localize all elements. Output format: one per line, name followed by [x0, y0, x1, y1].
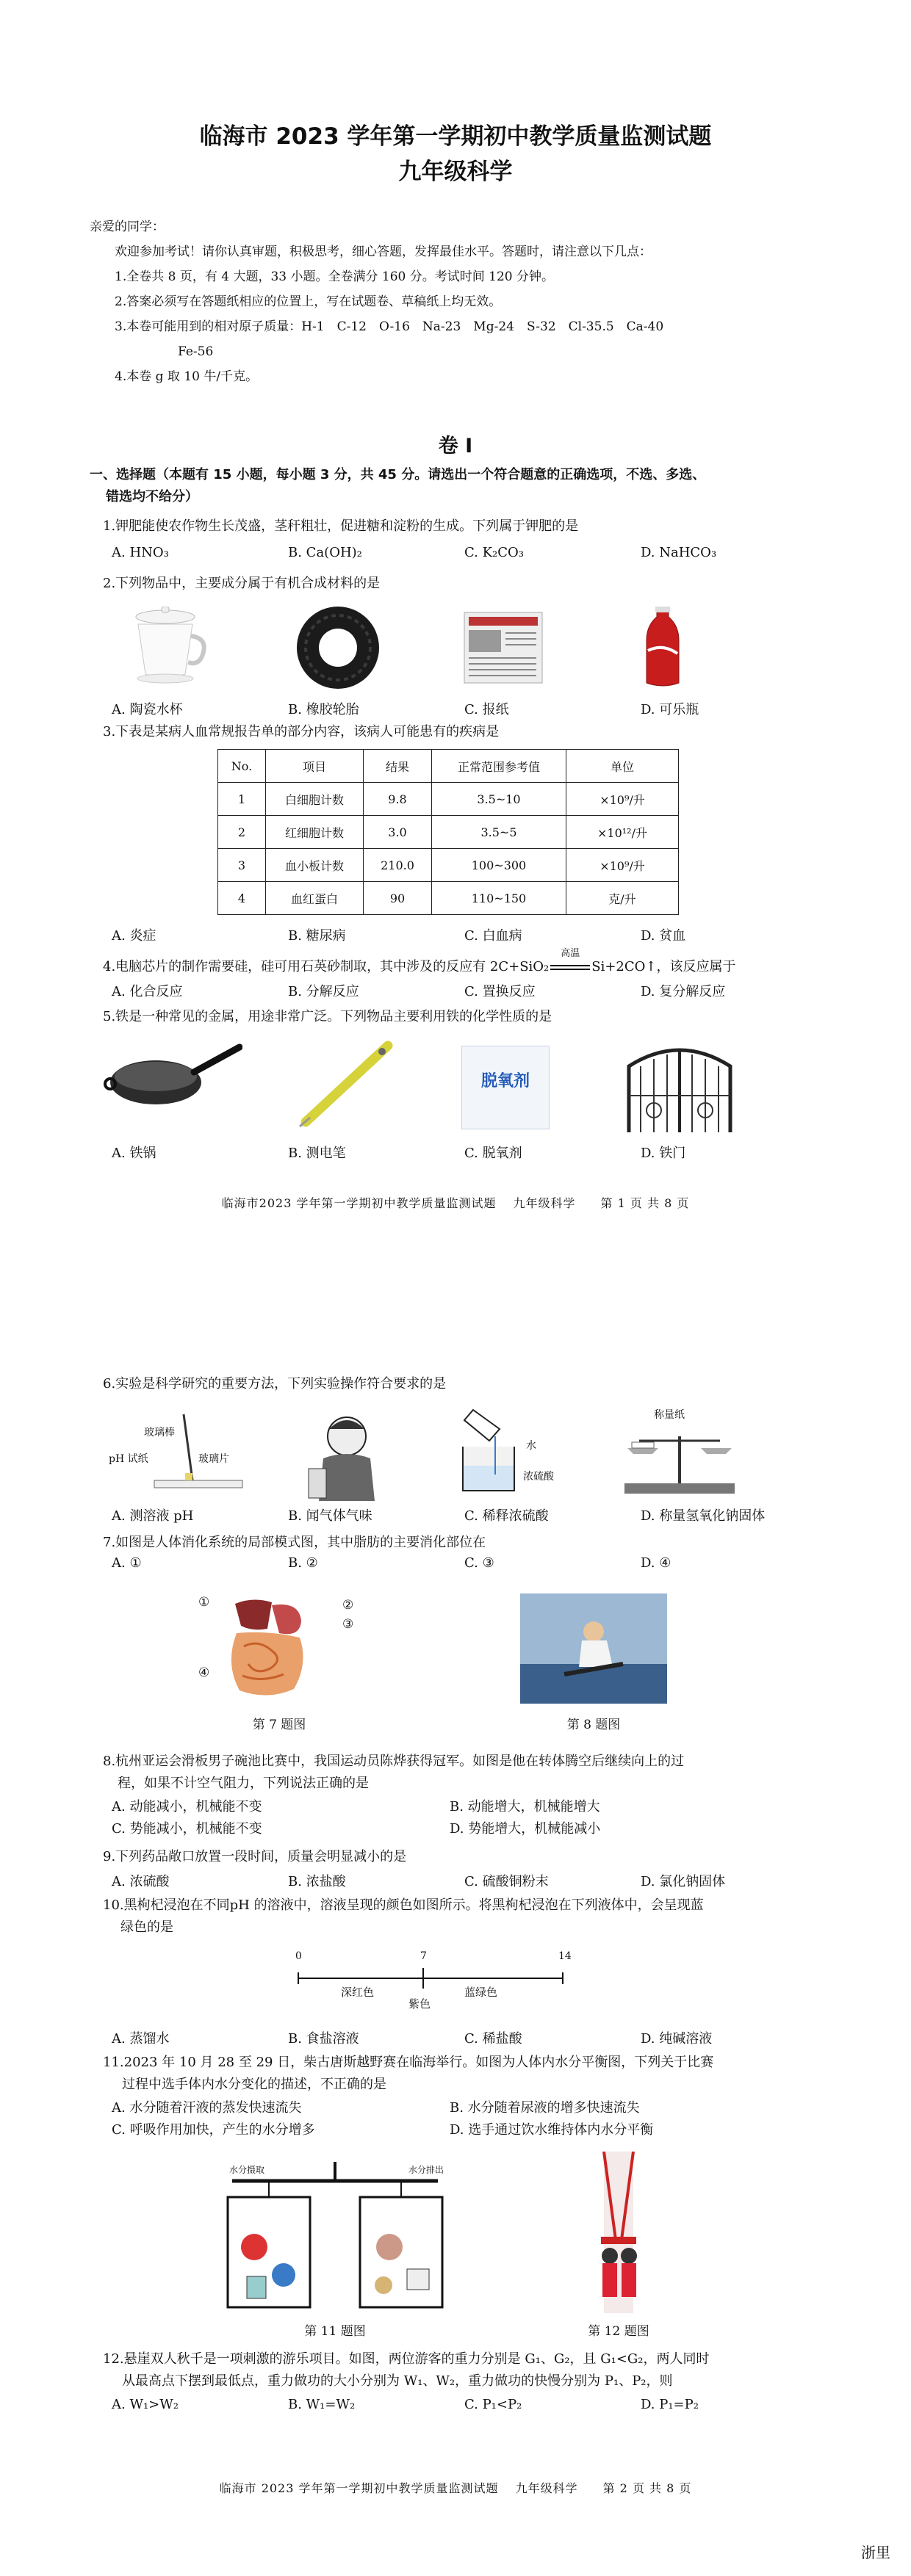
option-d[interactable]: D. ④ — [641, 1555, 671, 1571]
option-a[interactable]: A. 炎症 — [112, 928, 156, 944]
rubber-tire-image — [294, 604, 382, 692]
skateboard-photo — [520, 1593, 667, 1704]
q4-stem-start: 4.电脑芯片的制作需要硅，硅可用石英砂制取，其中涉及的反应有 2C+SiO₂ — [103, 959, 550, 974]
cell: ×10⁹/升 — [566, 783, 679, 816]
page-2 — [0, 1358, 911, 2576]
question-7: 7.如图是人体消化系统的局部模式图，其中脂肪的主要消化部位在 — [103, 1535, 486, 1550]
corner-watermark-text: 浙里 — [861, 2544, 890, 2561]
figure-7-caption: 第 7 题图 — [252, 1718, 306, 1732]
option-d[interactable]: D. 铁门 — [641, 1146, 686, 1161]
instruction-line: 欢迎参加考试！请你认真审题，积极思考，细心答题，发挥最佳水平。答题时，请注意以下几点： — [115, 245, 652, 259]
q11-stem-line: 11.2023 年 10 月 28 至 29 日，柴古唐斯越野赛在临海举行。如图为人体内水分平衡图，下列关于比赛 — [103, 2055, 714, 2070]
option-b[interactable]: B. ② — [288, 1555, 318, 1571]
option-d[interactable]: D. 贫血 — [641, 928, 686, 944]
deoxidizer-image — [461, 1046, 550, 1129]
label-weigh-paper: 称量纸 — [654, 1409, 685, 1421]
test-pencil-image — [292, 1040, 395, 1128]
q3-options — [112, 925, 817, 944]
instruction-line: 4.本卷 g 取 10 牛/千克。 — [115, 369, 259, 384]
question-6: 6.实验是科学研究的重要方法，下列实验操作符合要求的是 — [103, 1376, 447, 1392]
question-10 — [103, 1895, 823, 1939]
exam-title: 临海市 2023 学年第一学期初中教学质量监测试题 — [199, 123, 712, 150]
q8-options — [112, 1796, 817, 1840]
scale-min: 0 — [295, 1950, 302, 1962]
option-d[interactable]: D. 势能增大，机械能减小 — [450, 1821, 601, 1837]
option-a[interactable]: A. 蒸馏水 — [112, 2031, 170, 2047]
option-b[interactable]: B. 分解反应 — [288, 984, 359, 999]
question-1: 1.钾肥能使农作物生长茂盛，茎秆粗壮，促进糖和淀粉的生成。下列属于钾肥的是 — [103, 518, 579, 534]
cell: ×10¹²/升 — [566, 816, 679, 849]
section-heading — [90, 464, 824, 508]
cola-bottle-image — [641, 607, 685, 689]
cell: 210.0 — [364, 849, 432, 882]
smell-gas-image — [294, 1407, 382, 1502]
option-c[interactable]: C. P₁<P₂ — [464, 2397, 522, 2412]
option-b[interactable]: B. 浓盐酸 — [288, 1874, 346, 1889]
instruction-line: 3.本卷可能用到的相对原子质量：H-1 C-12 O-16 Na-23 Mg-24 S-32 Cl-35.5 Ca-40 — [115, 319, 664, 334]
question-12 — [103, 2348, 823, 2392]
option-d[interactable]: D. 氯化钠固体 — [641, 1874, 726, 1889]
scale-mid-label: 紫色 — [408, 1997, 431, 2011]
option-a[interactable]: A. HNO₃ — [112, 545, 169, 560]
q4-stem-end: Si+2CO↑，该反应属于 — [591, 959, 736, 974]
option-b[interactable]: B. W₁=W₂ — [288, 2397, 356, 2412]
option-c[interactable]: C. K₂CO₃ — [464, 545, 524, 560]
scale-mid: 7 — [420, 1950, 427, 1962]
option-a[interactable]: A. 化合反应 — [112, 984, 183, 999]
balance-right-label: 水分排出 — [408, 2165, 444, 2175]
q7-options — [112, 1555, 817, 1571]
q2-options — [112, 699, 817, 718]
label-conc-acid: 浓硫酸 — [523, 1471, 554, 1483]
cell: 3.0 — [364, 816, 432, 849]
reaction-arrow — [550, 965, 590, 970]
question-2: 2.下列物品中，主要成分属于有机合成材料的是 — [103, 576, 381, 591]
scale-right-label: 蓝绿色 — [464, 1986, 498, 1999]
page-footer: 临海市2023 学年第一学期初中教学质量监测试题 九年级科学 第 1 页 共 8 页 — [221, 1196, 690, 1210]
col-header: 正常范围参考值 — [432, 750, 566, 783]
col-header: No. — [218, 750, 266, 783]
label-water: 水 — [526, 1440, 536, 1452]
cell: 2 — [218, 816, 266, 849]
option-d[interactable]: D. 纯碱溶液 — [641, 2031, 713, 2047]
q9-options — [112, 1871, 817, 1890]
col-header: 结果 — [364, 750, 432, 783]
balance-left-label: 水分摄取 — [229, 2165, 265, 2175]
page-footer: 临海市 2023 学年第一学期初中教学质量监测试题 九年级科学 第 2 页 共 8 页 — [219, 2481, 692, 2495]
table-row — [218, 882, 679, 915]
cell: ×10⁹/升 — [566, 849, 679, 882]
cell: 1 — [218, 783, 266, 816]
cell: 克/升 — [566, 882, 679, 915]
ceramic-cup-image — [125, 607, 213, 687]
option-c[interactable]: C. 稀盐酸 — [464, 2031, 522, 2047]
option-d[interactable]: D. 称量氢氧化钠固体 — [641, 1508, 766, 1524]
cell: 100~300 — [432, 849, 566, 882]
q8-stem-line: 8.杭州亚运会滑板男子碗池比赛中，我国运动员陈烨获得冠军。如图是他在转体腾空后继续向上的过 — [103, 1754, 685, 1769]
marker-3: ③ — [342, 1617, 354, 1632]
q8-stem-line: 程，如果不计空气阻力，下列说法正确的是 — [118, 1776, 369, 1791]
cell: 血小板计数 — [266, 849, 364, 882]
marker-1: ① — [198, 1595, 210, 1610]
option-a[interactable]: A. 铁锅 — [112, 1146, 156, 1161]
water-balance-image — [217, 2159, 453, 2313]
iron-gate-image — [624, 1037, 735, 1134]
option-b[interactable]: B. 测电笔 — [288, 1146, 346, 1161]
reaction-condition: 高温 — [561, 948, 580, 959]
digestive-system-image — [191, 1593, 338, 1704]
option-c[interactable]: C. ③ — [464, 1555, 494, 1571]
question-8 — [103, 1751, 823, 1795]
table-header-row — [218, 750, 679, 783]
option-c[interactable]: C. 脱氧剂 — [464, 1146, 522, 1161]
q12-stem-line: 12.悬崖双人秋千是一项刺激的游乐项目。如图，两位游客的重力分别是 G₁、G₂，且 G₁<G₂，两人同时 — [103, 2351, 710, 2367]
q10-stem-line: 绿色的是 — [120, 1920, 173, 1935]
label-glass-slide: 玻璃片 — [198, 1453, 229, 1465]
table-row — [218, 816, 679, 849]
option-c[interactable]: C. 势能减小，机械能不变 — [112, 1821, 262, 1837]
scale-left-label: 深红色 — [341, 1986, 375, 1999]
q10-stem-line: 10.黑枸杞浸泡在不同pH 的溶液中，溶液呈现的颜色如图所示。将黑枸杞浸泡在下列液体中，会呈现蓝 — [103, 1897, 704, 1913]
cell: 90 — [364, 882, 432, 915]
option-a[interactable]: A. 水分随着汗液的蒸发快速流失 — [112, 2100, 302, 2116]
exam-subtitle: 九年级科学 — [398, 159, 513, 185]
cell: 3.5~5 — [432, 816, 566, 849]
q5-options — [112, 1143, 817, 1162]
cell: 3.5~10 — [432, 783, 566, 816]
option-b[interactable]: B. 动能增大，机械能增大 — [450, 1799, 600, 1815]
q11-options — [112, 2097, 817, 2141]
cell: 9.8 — [364, 783, 432, 816]
instruction-line: 2.答案必须写在答题纸相应的位置上，写在试题卷、草稿纸上均无效。 — [115, 294, 502, 309]
option-b[interactable]: B. Ca(OH)₂ — [288, 545, 362, 560]
instruction-line: Fe-56 — [178, 344, 214, 359]
volume-heading: 卷 I — [438, 435, 473, 457]
page-1 — [0, 0, 911, 1248]
option-c[interactable]: C. 置换反应 — [464, 984, 536, 999]
question-11 — [103, 2052, 823, 2096]
q12-options — [112, 2397, 817, 2412]
option-a[interactable]: A. 陶瓷水杯 — [112, 702, 183, 717]
cell: 110~150 — [432, 882, 566, 915]
q4-options — [112, 981, 817, 1000]
option-a[interactable]: A. 测溶液 pH — [112, 1508, 194, 1524]
iron-wok-image — [103, 1043, 242, 1124]
cell: 红细胞计数 — [266, 816, 364, 849]
table-row — [218, 783, 679, 816]
section-heading-line: 一、选择题（本题有 15 小题，每小题 3 分，共 45 分。请选出一个符合题意的正确选项，不选、多选、 — [90, 467, 706, 482]
cliff-swing-photo — [575, 2152, 663, 2313]
ph-color-scale — [291, 1964, 570, 1993]
cell: 白细胞计数 — [266, 783, 364, 816]
option-b[interactable]: B. 水分随着尿液的增多快速流失 — [450, 2100, 640, 2116]
option-b[interactable]: B. 糖尿病 — [288, 928, 346, 944]
q1-options — [112, 545, 817, 560]
col-header: 单位 — [566, 750, 679, 783]
cell: 4 — [218, 882, 266, 915]
label-ph-paper: pH 试纸 — [109, 1453, 148, 1465]
question-5: 5.铁是一种常见的金属，用途非常广泛。下列物品主要利用铁的化学性质的是 — [103, 1009, 552, 1024]
cell: 血红蛋白 — [266, 882, 364, 915]
marker-4: ④ — [198, 1665, 210, 1680]
cell: 3 — [218, 849, 266, 882]
option-a[interactable]: A. 浓硫酸 — [112, 1874, 170, 1889]
option-a[interactable]: A. ① — [112, 1555, 142, 1571]
option-c[interactable]: C. 硫酸铜粉末 — [464, 1874, 549, 1889]
option-a[interactable]: A. W₁>W₂ — [112, 2397, 179, 2412]
option-a[interactable]: A. 动能减小，机械能不变 — [112, 1799, 262, 1815]
question-4 — [103, 948, 823, 978]
instructions — [90, 214, 824, 389]
label-glass-rod: 玻璃棒 — [144, 1427, 175, 1439]
option-c[interactable]: C. 报纸 — [464, 702, 509, 717]
q6-options — [112, 1505, 817, 1524]
option-c[interactable]: C. 白血病 — [464, 928, 522, 944]
q11-stem-line: 过程中选手体内水分变化的描述，不正确的是 — [122, 2077, 386, 2092]
option-b[interactable]: B. 闻气体气味 — [288, 1508, 372, 1524]
figure-12-caption: 第 12 题图 — [588, 2324, 649, 2339]
table-row — [218, 849, 679, 882]
question-9: 9.下列药品敞口放置一段时间，质量会明显减小的是 — [103, 1849, 407, 1864]
blood-report-table — [217, 749, 679, 915]
instruction-line: 1.全卷共 8 页，有 4 大题，33 小题。全卷满分 160 分。考试时间 120 分钟。 — [115, 269, 555, 284]
marker-2: ② — [342, 1598, 354, 1613]
option-d[interactable]: D. P₁=P₂ — [641, 2397, 699, 2412]
option-d[interactable]: D. 复分解反应 — [641, 984, 726, 999]
greeting: 亲爱的同学： — [90, 220, 165, 234]
figure-8-caption: 第 8 题图 — [566, 1718, 621, 1732]
option-d[interactable]: D. NaHCO₃ — [641, 545, 717, 560]
figure-11-caption: 第 11 题图 — [304, 2324, 366, 2339]
option-d[interactable]: D. 可乐瓶 — [641, 702, 699, 717]
newspaper-image — [463, 611, 544, 684]
option-d[interactable]: D. 选手通过饮水维持体内水分平衡 — [450, 2122, 654, 2138]
question-3: 3.下表是某病人血常规报告单的部分内容，该病人可能患有的疾病是 — [103, 724, 500, 739]
option-c[interactable]: C. 呼吸作用加快，产生的水分增多 — [112, 2122, 315, 2138]
q12-stem-line: 从最高点下摆到最低点，重力做功的大小分别为 W₁、W₂，重力做功的快慢分别为 P₁、P₂，则 — [122, 2373, 673, 2389]
option-b[interactable]: B. 橡胶轮胎 — [288, 702, 359, 717]
section-heading-line: 错选均不给分） — [106, 489, 198, 504]
dilute-acid-image — [441, 1407, 536, 1498]
scale-max: 14 — [558, 1950, 572, 1962]
option-b[interactable]: B. 食盐溶液 — [288, 2031, 359, 2047]
q10-options — [112, 2028, 817, 2047]
col-header: 项目 — [266, 750, 364, 783]
option-c[interactable]: C. 稀释浓硫酸 — [464, 1508, 549, 1524]
deoxidizer-label: 脱氧剂 — [480, 1072, 530, 1090]
